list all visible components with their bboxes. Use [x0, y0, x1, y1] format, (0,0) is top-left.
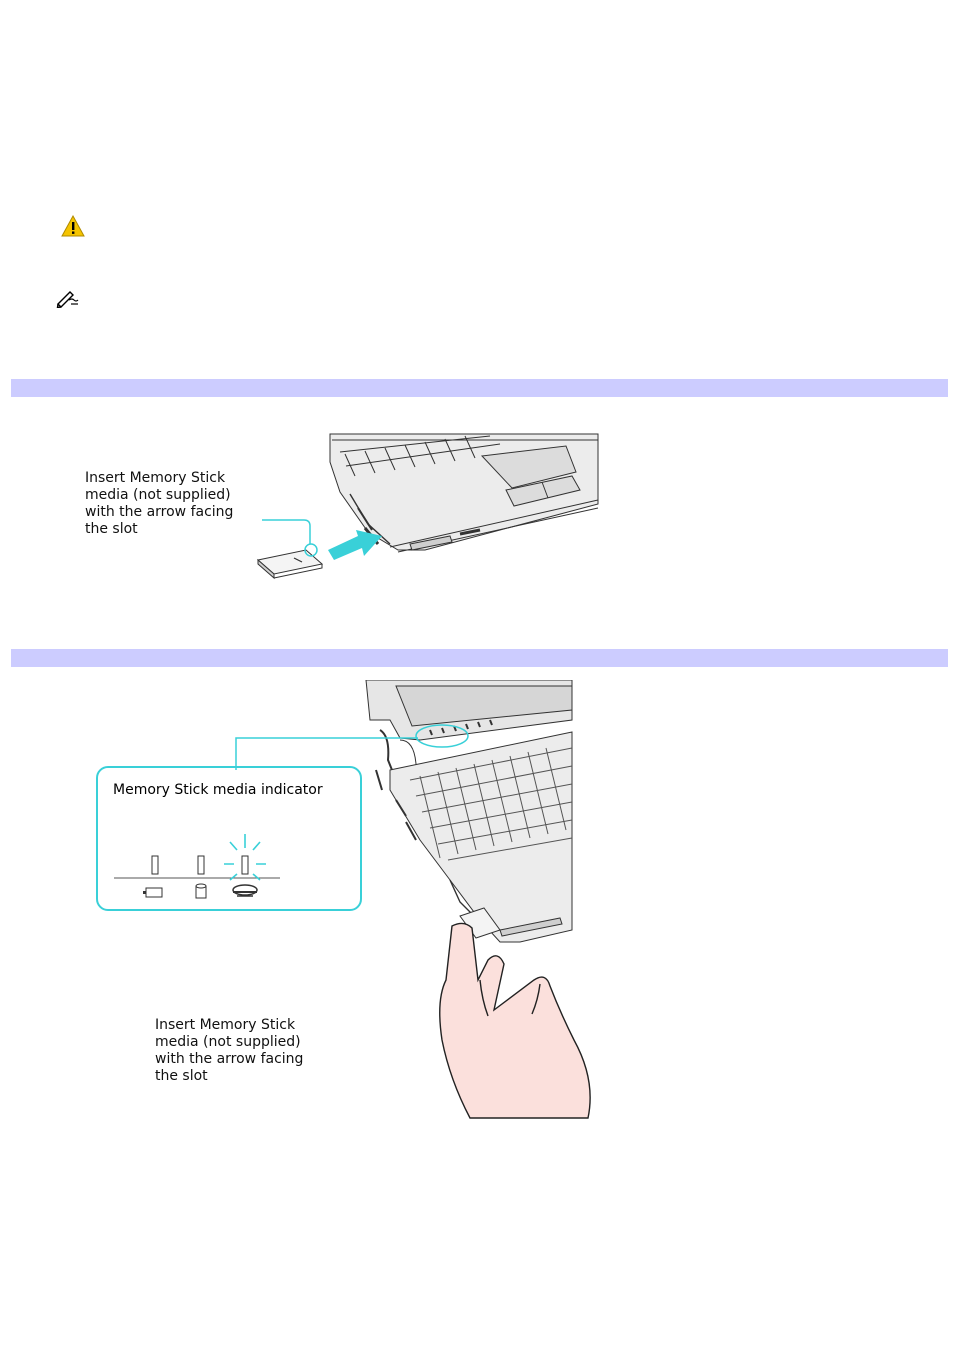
section-band	[11, 649, 948, 667]
note-pencil-icon	[56, 288, 80, 308]
memory-stick	[258, 550, 322, 578]
hard-disk-icon	[196, 884, 206, 898]
memory-stick-media-icon	[233, 885, 257, 896]
figure1-illustration	[250, 432, 600, 582]
indicator-callout-line	[230, 712, 470, 772]
battery-icon	[143, 888, 162, 897]
section-band	[11, 379, 948, 397]
figure1-caption: Insert Memory Stick media (not supplied) with the arrow facing the slot	[85, 470, 234, 537]
figure2-caption: Insert Memory Stick media (not supplied) with the arrow facing the slot	[155, 1017, 304, 1084]
indicator-callout-box	[96, 766, 362, 911]
indicator-label: Memory Stick media indicator	[113, 782, 323, 798]
insert-arrow	[328, 530, 382, 560]
hand-illustration	[440, 923, 590, 1118]
warning-icon	[61, 215, 85, 237]
